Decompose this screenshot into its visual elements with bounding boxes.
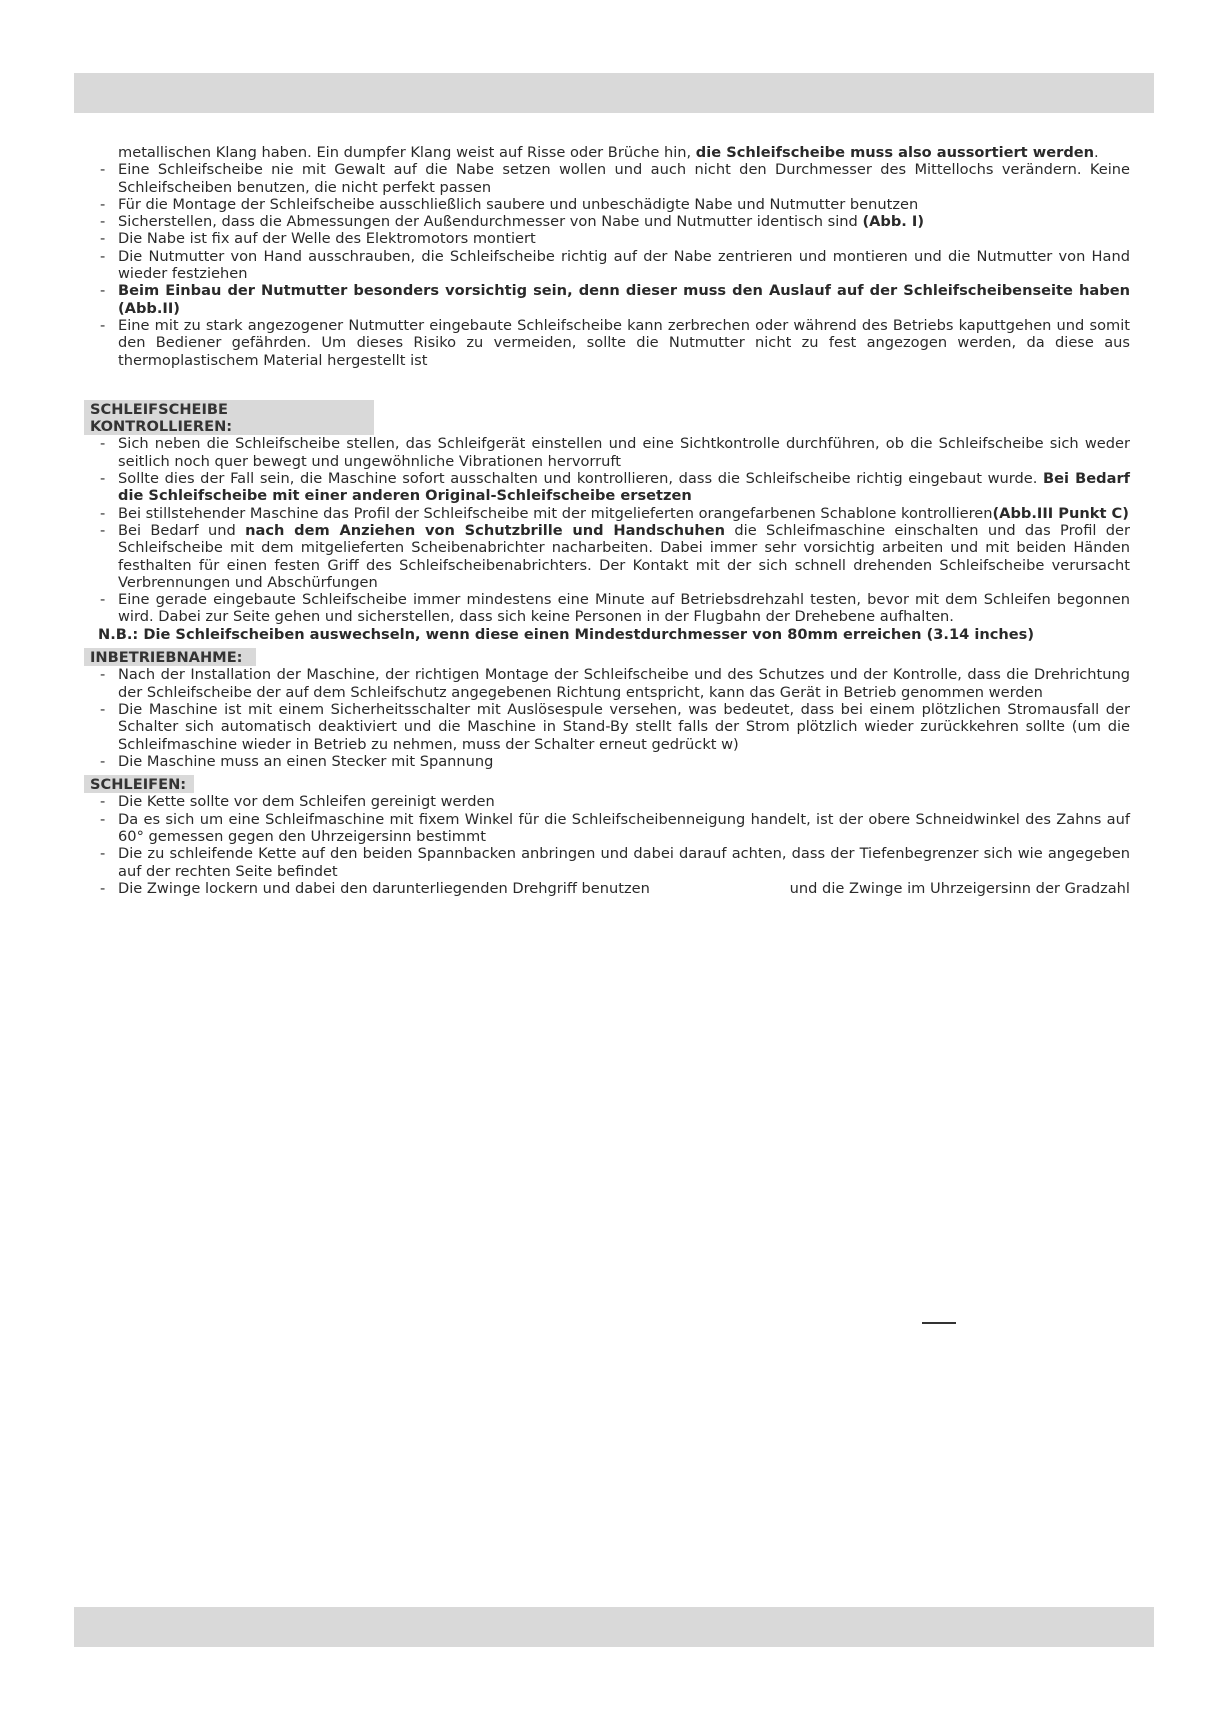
list-item: - Sicherstellen, dass die Abmessungen der Außendurchmesser von Nabe und Nutmutter identisch sind (Abb. I) bbox=[98, 213, 1130, 230]
list-item: - Sollte dies der Fall sein, die Maschine sofort ausschalten und kontrollieren, dass die Schleifscheibe richtig eingebaut wurde. Bei Bedarf die Schleifscheibe mit einer anderen Original-Schleifscheibe ersetzen bbox=[98, 470, 1130, 505]
section-heading-inbetriebnahme: INBETRIEBNAHME: bbox=[84, 648, 256, 666]
list-item: - Die zu schleifende Kette auf den beiden Spannbacken anbringen und dabei darauf achten, dass der Tiefenbegrenzer sich wie angegeben auf der rechten Seite befindet bbox=[98, 845, 1130, 880]
intro-list bbox=[98, 161, 1130, 369]
list-item: - Für die Montage der Schleifscheibe ausschließlich saubere und unbeschädigte Nabe und Nutmutter benutzen bbox=[98, 196, 1130, 213]
section-heading-schleifscheibe-kontrollieren: SCHLEIFSCHEIBE KONTROLLIEREN: bbox=[84, 400, 374, 436]
intro-lead-end: . bbox=[1094, 144, 1099, 161]
underline-mark bbox=[922, 1322, 956, 1324]
list-item: - Eine Schleifscheibe nie mit Gewalt auf die Nabe setzen wollen und auch nicht den Durchmesser des Mittellochs verändern. Keine Schleifscheiben benutzen, die nicht perfekt passen bbox=[98, 161, 1130, 196]
note-text: N.B.: Die Schleifscheiben auswechseln, wenn diese einen Mindestdurchmesser von 80mm erreichen (3.14 inches) bbox=[98, 625, 1035, 643]
list-item: - Da es sich um eine Schleifmaschine mit fixem Winkel für die Schleifscheibenneigung handelt, ist der obere Schneidwinkel des Zahns auf 60° gemessen gegen den Uhrzeigersinn bestimmt bbox=[98, 811, 1130, 846]
kontrollieren-list bbox=[98, 435, 1130, 625]
list-item: - Bei Bedarf und nach dem Anziehen von Schutzbrille und Handschuhen die Schleifmaschine einschalten und das Profil der Schleifscheibe mit dem mitgelieferten Scheibenabrichter nacharbeiten. Dabei immer sehr vorsichtig arbeiten und mit beiden Händen festhalten für einen festen Griff des Schleifscheibenabrichters. Der Kontakt mit der sich schnell drehenden Schleifscheibe verursacht Verbrennungen und Abschürfungen bbox=[98, 522, 1130, 591]
intro-lead-bold: die Schleifscheibe muss also aussortiert werden bbox=[695, 144, 1095, 161]
footer-bar bbox=[74, 1607, 1154, 1647]
intro-paragraph bbox=[98, 144, 1130, 161]
list-item: - Die Maschine ist mit einem Sicherheitsschalter mit Auslösespule versehen, was bedeutet, dass bei einem plötzlichen Stromausfall der Schalter sich automatisch deaktiviert und die Maschine in Stand-By stellt falls der Strom plötzlich wieder zurückkehren sollte (um die Schleifmaschine wieder in Betrieb zu nehmen, muss der Schalter erneut gedrückt w) bbox=[98, 701, 1130, 753]
list-item: - Sich neben die Schleifscheibe stellen, das Schleifgerät einstellen und eine Sichtkontrolle durchführen, ob die Schleifscheibe sich weder seitlich noch quer bewegt und ungewöhnliche Vibrationen hervorruft bbox=[98, 435, 1130, 470]
page-content bbox=[90, 144, 1131, 897]
list-item: - Die Kette sollte vor dem Schleifen gereinigt werden bbox=[98, 793, 1130, 810]
list-item: - Nach der Installation der Maschine, der richtigen Montage der Schleifscheibe und des Schutzes und der Kontrolle, dass die Drehrichtung der Schleifscheibe der auf dem Schleifschutz angegebenen Richtung entspricht, kann das Gerät in Betrieb genommen werden bbox=[98, 666, 1130, 701]
list-item: - Die Nabe ist fix auf der Welle des Elektromotors montiert bbox=[98, 230, 1130, 247]
list-item: - Eine mit zu stark angezogener Nutmutter eingebaute Schleifscheibe kann zerbrechen oder während des Betriebs kaputtgehen und somit den Bediener gefährden. Um dieses Risiko zu vermeiden, sollte die Nutmutter nicht zu fest angezogen werden, da diese aus thermoplastischem Material hergestellt ist bbox=[98, 317, 1130, 369]
list-item: - Eine gerade eingebaute Schleifscheibe immer mindestens eine Minute auf Betriebsdrehzahl testen, bevor mit dem Schleifen begonnen wird. Dabei zur Seite gehen und sicherstellen, dass sich keine Personen in der Flugbahn der Drehebene aufhalten. bbox=[98, 591, 1130, 626]
header-bar bbox=[74, 73, 1154, 113]
schleifen-list bbox=[98, 793, 1130, 897]
intro-lead-text: metallischen Klang haben. Ein dumpfer Klang weist auf Risse oder Brüche hin, bbox=[118, 144, 696, 161]
list-item: - Die Zwinge lockern und dabei den darunterliegenden Drehgriff benutzen und die Zwinge im Uhrzeigersinn der Gradzahl bbox=[98, 880, 1130, 897]
section-heading-schleifen: SCHLEIFEN: bbox=[84, 775, 194, 793]
list-item: - Die Nutmutter von Hand ausschrauben, die Schleifscheibe richtig auf der Nabe zentrieren und montieren und die Nutmutter von Hand wieder festziehen bbox=[98, 248, 1130, 283]
list-item: - Bei stillstehender Maschine das Profil der Schleifscheibe mit der mitgelieferten orangefarbenen Schablone kontrollieren(Abb.III Punkt C) bbox=[98, 505, 1130, 522]
list-item: - Beim Einbau der Nutmutter besonders vorsichtig sein, denn dieser muss den Auslauf auf der Schleifscheibenseite haben (Abb.II) bbox=[98, 282, 1130, 317]
list-item: - Die Maschine muss an einen Stecker mit Spannung bbox=[98, 753, 1130, 770]
inbetriebnahme-list bbox=[98, 666, 1130, 770]
